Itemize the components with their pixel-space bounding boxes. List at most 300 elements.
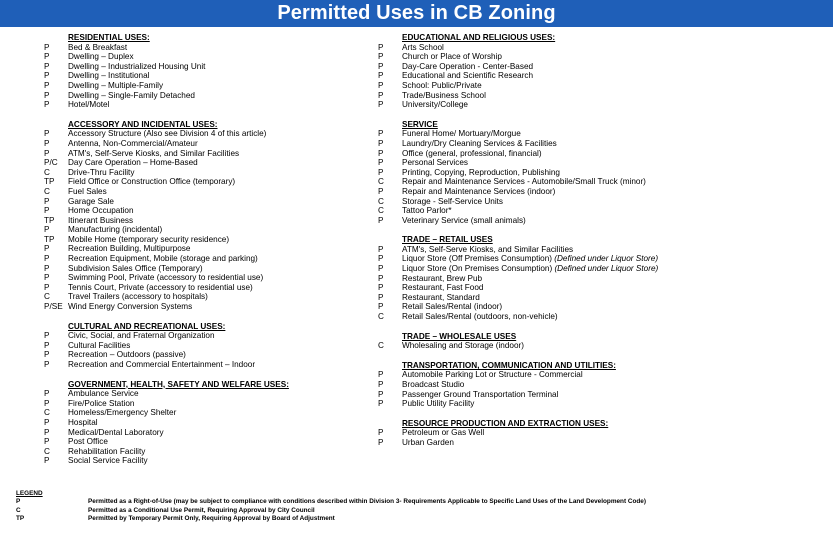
- use-row: [44, 244, 374, 254]
- permit-code: P: [378, 42, 384, 52]
- use-label: Broadcast Studio: [402, 380, 465, 389]
- permit-code: P/C: [44, 158, 58, 168]
- use-row: [378, 71, 828, 81]
- permit-code: P: [378, 283, 384, 293]
- section-heading: RESOURCE PRODUCTION AND EXTRACTION USES:: [402, 418, 609, 428]
- permit-code: P: [44, 129, 50, 139]
- use-name: [68, 350, 186, 360]
- use-label: Bed & Breakfast: [68, 42, 128, 52]
- permit-code: C: [378, 341, 384, 351]
- use-label: Fire/Police Station: [68, 398, 135, 408]
- permit-code: P: [44, 254, 50, 264]
- use-name: [68, 158, 198, 168]
- use-label: Recreation Equipment, Mobile (storage and parking): [68, 254, 258, 264]
- permit-code: P: [44, 282, 50, 292]
- use-label: Petroleum or Gas Well: [402, 428, 485, 438]
- use-label: Drive-Thru Facility: [68, 167, 135, 177]
- use-name: [68, 62, 205, 72]
- use-section: [378, 332, 828, 351]
- use-label: Itinerant Business: [68, 215, 134, 225]
- left-column: [44, 33, 374, 466]
- use-row: [378, 264, 828, 274]
- use-row: [378, 283, 828, 293]
- section-heading: TRADE – RETAIL USES: [402, 235, 493, 245]
- use-label: Ambulance Service: [68, 389, 139, 399]
- use-row: [44, 264, 374, 274]
- permit-code: P: [378, 273, 384, 283]
- permit-code: P: [378, 302, 384, 312]
- permit-code: P: [378, 389, 384, 399]
- use-name: [68, 456, 148, 466]
- permit-code: P: [378, 186, 384, 196]
- use-label: Public Utility Facility: [402, 399, 475, 409]
- use-label: Wholesaling and Storage (indoor): [402, 341, 524, 351]
- use-name: [68, 43, 127, 53]
- use-row: [44, 216, 374, 226]
- use-name: [402, 283, 483, 293]
- permit-code: P: [44, 273, 50, 283]
- use-row: [44, 273, 374, 283]
- use-label: Day-Care Operation - Center-Based: [402, 61, 534, 71]
- use-row: [44, 456, 374, 466]
- use-name: [68, 389, 139, 399]
- permit-code: C: [44, 186, 50, 196]
- use-row: [378, 216, 828, 226]
- use-label: Personal Services: [402, 158, 468, 168]
- use-name: [68, 273, 263, 283]
- legend-row: [16, 498, 826, 506]
- use-label: Hospital: [68, 417, 98, 427]
- use-name: [402, 43, 444, 53]
- permit-code: P: [44, 350, 50, 360]
- use-label: Veterinary Service (small animals): [402, 215, 526, 225]
- permit-code: P: [44, 427, 50, 437]
- legend-text: Permitted as a Conditional Use Permit, Requiring Approval by City Council: [88, 506, 315, 514]
- use-label: Dwelling – Industrialized Housing Unit: [68, 61, 206, 71]
- use-label: Antenna, Non-Commercial/Amateur: [68, 138, 198, 148]
- legend-code: TP: [16, 515, 25, 523]
- use-row: [378, 370, 828, 380]
- permit-code: P: [44, 456, 50, 466]
- use-section: [44, 380, 374, 466]
- use-row: [44, 71, 374, 81]
- use-name: [68, 399, 134, 409]
- use-label: Educational and Scientific Research: [402, 71, 534, 81]
- use-section: [44, 33, 374, 110]
- permit-code: P: [378, 52, 384, 62]
- use-row: [378, 100, 828, 110]
- use-label: Liquor Store (On Premises Consumption): [402, 264, 553, 274]
- use-row: [44, 91, 374, 101]
- permit-code: P: [44, 389, 50, 399]
- use-row: [44, 206, 374, 216]
- permit-code: C: [44, 292, 50, 302]
- use-name: [68, 81, 163, 91]
- use-row: [44, 292, 374, 302]
- use-row: [44, 129, 374, 139]
- use-row: [378, 139, 828, 149]
- use-name: [402, 390, 558, 400]
- permit-code: P: [378, 100, 384, 110]
- use-section: [44, 322, 374, 370]
- permit-code: P: [378, 380, 384, 389]
- use-row: [44, 350, 374, 360]
- permit-code: P: [44, 331, 50, 341]
- use-name: [402, 139, 557, 149]
- permit-code: P: [44, 244, 50, 254]
- use-section: [378, 120, 828, 226]
- use-row: [378, 293, 828, 303]
- use-label: Subdivision Sales Office (Temporary): [68, 263, 203, 273]
- use-name: [68, 302, 192, 312]
- use-label: Restaurant, Fast Food: [402, 283, 484, 293]
- use-label: Medical/Dental Laboratory: [68, 427, 164, 437]
- use-row: [44, 177, 374, 187]
- use-name: [68, 129, 266, 139]
- use-row: [44, 139, 374, 149]
- use-label: Repair and Maintenance Services (indoor): [402, 186, 556, 196]
- use-name: [68, 418, 98, 428]
- use-name: [402, 177, 646, 187]
- use-label: Recreation Building, Multipurpose: [68, 244, 191, 254]
- use-note: (Defined under Liquor Store): [554, 254, 659, 264]
- use-label: Storage - Self-Service Units: [402, 196, 504, 206]
- section-heading: CULTURAL AND RECREATIONAL USES:: [68, 321, 226, 331]
- use-row: [44, 418, 374, 428]
- permit-code: P: [44, 71, 50, 81]
- use-name: [68, 360, 255, 370]
- permit-code: P: [378, 244, 384, 254]
- permit-code: P: [44, 148, 50, 158]
- use-note: (Defined under Liquor Store): [554, 264, 659, 274]
- permit-code: TP: [44, 234, 55, 244]
- use-name: [402, 187, 555, 197]
- section-gap: [44, 370, 374, 380]
- use-row: [378, 91, 828, 101]
- permit-code: P: [44, 360, 50, 369]
- use-row: [44, 437, 374, 447]
- section-heading: SERVICE: [402, 119, 438, 129]
- use-label: Field Office or Construction Office (temporary): [68, 177, 236, 187]
- use-name: [402, 62, 533, 72]
- use-label: Automobile Parking Lot or Structure - Commercial: [402, 370, 583, 380]
- legend-code: P: [16, 498, 21, 506]
- permit-code: P: [44, 263, 50, 273]
- permit-code: P: [44, 61, 50, 71]
- permit-code: P: [378, 428, 384, 438]
- legend-title: LEGEND: [16, 490, 43, 497]
- use-row: [378, 197, 828, 207]
- use-name: [68, 225, 162, 235]
- use-row: [378, 399, 828, 409]
- use-name: [402, 71, 533, 81]
- permit-code: C: [44, 408, 50, 418]
- use-name: [402, 197, 503, 207]
- use-name: [68, 428, 164, 438]
- use-row: [44, 225, 374, 235]
- use-label: Dwelling – Multiple-Family: [68, 80, 164, 90]
- permit-code: P: [44, 417, 50, 427]
- use-row: [44, 149, 374, 159]
- title-bar: [0, 0, 833, 27]
- use-row: [44, 302, 374, 312]
- legend-row: [16, 515, 826, 523]
- section-heading: GOVERNMENT, HEALTH, SAFETY AND WELFARE USES:: [68, 379, 289, 389]
- use-name: [402, 81, 482, 91]
- use-name: [402, 149, 542, 159]
- permit-code: P: [44, 340, 50, 350]
- permit-code: P: [378, 71, 384, 81]
- use-row: [44, 254, 374, 264]
- use-name: [402, 245, 573, 255]
- permit-code: P: [378, 399, 384, 409]
- use-name: [68, 71, 149, 81]
- use-name: [68, 244, 190, 254]
- use-name: [402, 293, 480, 303]
- use-section: [378, 33, 828, 110]
- use-row: [378, 390, 828, 400]
- use-row: [378, 129, 828, 139]
- use-row: [44, 235, 374, 245]
- use-row: [44, 283, 374, 293]
- use-row: [44, 168, 374, 178]
- use-row: [44, 62, 374, 72]
- use-name: [68, 206, 134, 216]
- use-name: [68, 292, 208, 302]
- use-row: [378, 52, 828, 62]
- permit-code: P: [378, 167, 384, 177]
- use-row: [44, 187, 374, 197]
- use-label: Laundry/Dry Cleaning Services & Facilities: [402, 138, 557, 148]
- use-label: Restaurant, Brew Pub: [402, 273, 483, 283]
- use-name: [402, 206, 452, 216]
- permit-code: C: [44, 167, 50, 177]
- use-name: [68, 264, 203, 274]
- permit-code: P: [378, 80, 384, 90]
- use-row: [44, 100, 374, 110]
- permit-code: P: [378, 138, 384, 148]
- legend-text: Permitted as a Right-of-Use (may be subject to compliance with conditions described within Division 3- Requirements Applicable to Specific Land Uses of the Land Development Code): [88, 498, 646, 506]
- use-label: Recreation and Commercial Entertainment – Indoor: [68, 360, 256, 369]
- section-gap: [44, 312, 374, 322]
- use-name: [68, 197, 114, 207]
- use-label: Homeless/Emergency Shelter: [68, 408, 177, 418]
- use-label: Cultural Facilities: [68, 340, 131, 350]
- permit-code: C: [44, 446, 50, 456]
- use-label: Dwelling – Institutional: [68, 71, 150, 81]
- use-label: Arts School: [402, 42, 444, 52]
- use-label: Printing, Copying, Reproduction, Publishing: [402, 167, 560, 177]
- use-row: [44, 408, 374, 418]
- use-label: Fuel Sales: [68, 186, 107, 196]
- section-heading: TRANSPORTATION, COMMUNICATION AND UTILITIES:: [402, 360, 616, 370]
- use-label: Trade/Business School: [402, 90, 486, 100]
- use-label: School: Public/Private: [402, 80, 482, 90]
- use-label: ATM's, Self-Serve Kiosks, and Similar Facilities: [402, 244, 574, 254]
- permit-code: TP: [44, 177, 55, 187]
- use-name: [402, 399, 474, 409]
- legend-row: [16, 507, 826, 515]
- use-label: Accessory Structure (Also see Division 4 of this article): [68, 129, 267, 139]
- use-label: Rehabilitation Facility: [68, 446, 146, 456]
- use-row: [44, 43, 374, 53]
- use-name: [402, 91, 486, 101]
- legend-code: C: [16, 506, 21, 514]
- permit-code: P: [378, 264, 384, 274]
- use-row: [44, 360, 374, 370]
- use-label: Funeral Home/ Mortuary/Morgue: [402, 129, 521, 139]
- use-row: [44, 81, 374, 91]
- use-label: Travel Trailers (accessory to hospitals): [68, 292, 208, 302]
- use-name: [402, 216, 526, 226]
- use-row: [44, 447, 374, 457]
- use-name: [402, 129, 521, 139]
- use-row: [44, 52, 374, 62]
- use-label: University/College: [402, 100, 468, 110]
- permit-code: P: [44, 398, 50, 408]
- use-label: Hotel/Motel: [68, 100, 110, 110]
- use-section: [378, 419, 828, 448]
- use-row: [378, 428, 828, 438]
- use-label: Garage Sale: [68, 196, 114, 206]
- use-label: Tattoo Parlor*: [402, 206, 452, 216]
- use-row: [378, 245, 828, 255]
- permit-code: P: [44, 138, 50, 148]
- use-name: [402, 302, 502, 312]
- use-label: Retail Sales/Rental (indoor): [402, 302, 503, 312]
- section-gap: [378, 351, 828, 361]
- use-row: [378, 62, 828, 72]
- use-label: Day Care Operation – Home-Based: [68, 158, 198, 168]
- legend: [16, 490, 826, 524]
- permit-code: P: [378, 148, 384, 158]
- use-name: [68, 447, 145, 457]
- use-row: [378, 302, 828, 312]
- use-name: [68, 177, 235, 187]
- use-label: Recreation – Outdoors (passive): [68, 350, 186, 360]
- use-name: [402, 168, 560, 178]
- use-row: [44, 399, 374, 409]
- use-row: [44, 197, 374, 207]
- use-label: Tennis Court, Private (accessory to residential use): [68, 282, 253, 292]
- use-label: Post Office: [68, 437, 108, 447]
- use-row: [44, 158, 374, 168]
- use-label: Manufacturing (incidental): [68, 225, 163, 235]
- use-name: [402, 254, 658, 264]
- use-label: Swimming Pool, Private (accessory to residential use): [68, 273, 264, 283]
- use-label: Restaurant, Standard: [402, 292, 480, 302]
- page-title: Permitted Uses in CB Zoning: [277, 2, 556, 24]
- use-name: [402, 438, 454, 448]
- section-heading: ACCESSORY AND INCIDENTAL USES:: [68, 119, 218, 129]
- permit-code: P: [44, 437, 50, 447]
- permit-code: P: [378, 61, 384, 71]
- use-name: [68, 168, 134, 178]
- use-row: [378, 438, 828, 448]
- use-row: [378, 187, 828, 197]
- section-gap: [378, 110, 828, 120]
- use-label: Passenger Ground Transportation Terminal: [402, 389, 559, 399]
- legend-text: Permitted by Temporary Permit Only, Requiring Approval by Board of Adjustment: [88, 515, 335, 523]
- permit-code: P: [378, 254, 384, 264]
- use-row: [44, 389, 374, 399]
- permit-code: C: [378, 206, 384, 216]
- permit-code: P: [44, 80, 50, 90]
- use-name: [68, 341, 130, 351]
- use-label: ATM's, Self-Serve Kiosks, and Similar Facilities: [68, 148, 240, 158]
- use-row: [44, 331, 374, 341]
- section-heading: TRADE – WHOLESALE USES: [402, 331, 517, 341]
- use-label: Church or Place of Worship: [402, 52, 502, 62]
- use-row: [378, 149, 828, 159]
- permit-code: P: [44, 90, 50, 100]
- permit-code: P: [378, 437, 384, 447]
- use-name: [68, 283, 253, 293]
- use-name: [68, 216, 133, 226]
- use-label: Repair and Maintenance Services - Automobile/Small Truck (minor): [402, 177, 646, 187]
- permit-code: TP: [44, 215, 55, 225]
- use-row: [378, 158, 828, 168]
- use-name: [402, 100, 468, 110]
- section-gap: [378, 225, 828, 235]
- use-label: Home Occupation: [68, 206, 134, 216]
- use-name: [68, 52, 134, 62]
- section-gap: [378, 409, 828, 419]
- use-row: [44, 428, 374, 438]
- use-name: [402, 312, 558, 322]
- section-heading: EDUCATIONAL AND RELIGIOUS USES:: [402, 33, 556, 42]
- use-name: [68, 187, 107, 197]
- permit-code: P: [378, 370, 384, 380]
- use-name: [68, 254, 258, 264]
- permit-code: P: [378, 129, 384, 139]
- permit-code: C: [378, 177, 384, 187]
- use-section: [378, 361, 828, 409]
- permit-code: P: [378, 292, 384, 302]
- use-name: [68, 91, 195, 101]
- permit-code: P: [44, 225, 50, 235]
- use-name: [68, 408, 176, 418]
- use-row: [378, 206, 828, 216]
- right-column: [378, 33, 828, 448]
- use-label: Civic, Social, and Fraternal Organization: [68, 331, 215, 341]
- use-label: Office (general, professional, financial): [402, 148, 542, 158]
- use-label: Wind Energy Conversion Systems: [68, 302, 193, 312]
- permit-code: P: [44, 100, 50, 110]
- use-label: Mobile Home (temporary security residence): [68, 234, 230, 244]
- use-name: [402, 274, 482, 284]
- permit-code: C: [378, 312, 384, 322]
- use-row: [378, 274, 828, 284]
- use-row: [378, 312, 828, 322]
- permit-code: P: [44, 206, 50, 216]
- use-name: [68, 437, 108, 447]
- permit-code: P: [44, 42, 50, 52]
- use-row: [378, 43, 828, 53]
- section-gap: [378, 322, 828, 332]
- permit-code: P: [378, 158, 384, 168]
- permit-code: P: [378, 90, 384, 100]
- use-label: Liquor Store (Off Premises Consumption): [402, 254, 553, 264]
- use-name: [402, 341, 524, 351]
- use-name: [68, 331, 215, 341]
- use-label: Social Service Facility: [68, 456, 148, 466]
- use-name: [68, 235, 229, 245]
- use-section: [44, 120, 374, 312]
- use-section: [378, 235, 828, 321]
- permit-code: C: [378, 196, 384, 206]
- permit-code: P/SE: [44, 302, 63, 312]
